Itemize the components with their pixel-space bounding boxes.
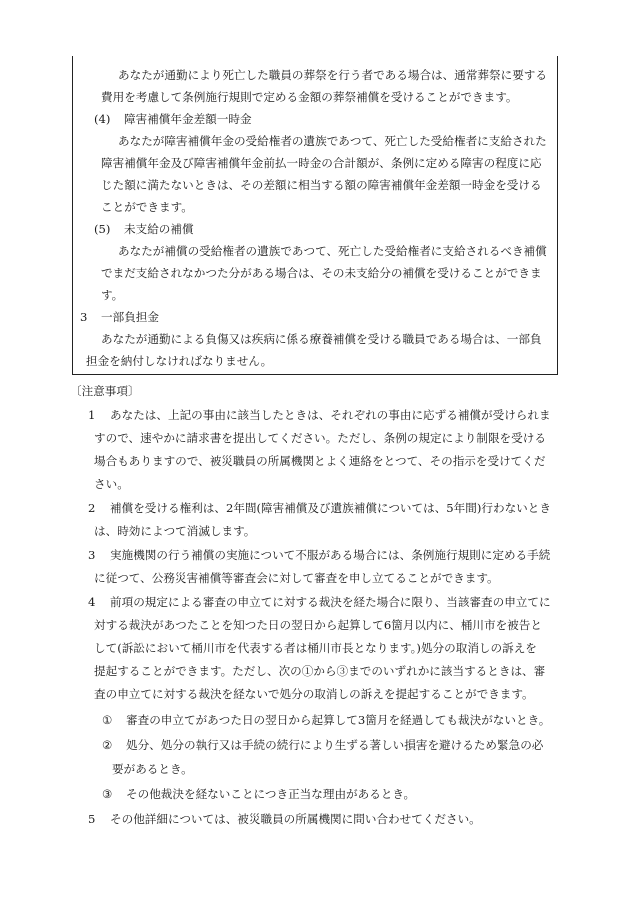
item4-line-1: あなたが障害補償年金の受給権者の遺族であつて、死亡した受給権者に支給された xyxy=(118,134,547,148)
section3-title: 一部負担金 xyxy=(101,310,159,324)
note4-sub3-mark: ③ xyxy=(102,787,113,801)
funeral-line-2: 費用を考慮して条例施行規則で定める金額の葬祭補償を受けることができます。 xyxy=(101,90,518,104)
item5-number: (5) xyxy=(94,222,111,236)
note2-line-2: は、時効によつて消滅します。 xyxy=(94,524,256,538)
item4-number: (4) xyxy=(94,112,111,126)
note5-number: 5 xyxy=(88,812,96,826)
note1-line-3: 場合もありますので、被災職員の所属機関とよく連絡をとつて、その指示を受けてくだ xyxy=(94,454,546,468)
notes-heading: 〔注意事項〕 xyxy=(70,384,140,398)
note2-line-1: 補償を受ける権利は、2年間(障害補償及び遺族補償については、5年間)行わないとき xyxy=(110,501,551,515)
note4-sub1-line-1: 審査の申立てがあつた日の翌日から起算して3箇月を経過しても裁決がないとき。 xyxy=(126,713,551,727)
section3-line-1: あなたが通勤による負傷又は疾病に係る療養補償を受ける職員である場合は、一部負 xyxy=(101,332,542,346)
note1-line-2: すので、速やかに請求書を提出してください。ただし、条例の規定により制限を受ける xyxy=(94,431,546,445)
note4-line-4: 提起することができます。ただし、次の①から③までのいずれかに該当するときは、審 xyxy=(94,664,546,678)
section3-number: 3 xyxy=(80,310,88,324)
note4-sub2-line-2: 要があるとき。 xyxy=(112,762,193,776)
note4-line-2: 対する裁決があつたことを知つた日の翌日から起算して6箇月以内に、桶川市を被告と xyxy=(94,618,542,632)
item4-line-3: じた額に満たないときは、その差額に相当する額の障害補償年金差額一時金を受ける xyxy=(101,178,542,192)
note1-number: 1 xyxy=(88,408,96,422)
item5-title: 未支給の補償 xyxy=(124,222,194,236)
section3-line-2: 担金を納付しなければなりません。 xyxy=(86,354,273,368)
note3-line-2: に従つて、公務災害補償等審査会に対して審査を申し立てることができます。 xyxy=(94,571,499,585)
note4-line-5: 査の申立てに対する裁決を経ないで処分の取消しの訴えを提起することができます。 xyxy=(94,687,534,701)
note4-line-3: して(訴訟において桶川市を代表する者は桶川市長となります。)処分の取消しの訴えを xyxy=(94,641,537,655)
item5-line-3: す。 xyxy=(101,288,124,302)
item5-line-2: でまだ支給されなかつた分がある場合は、その未支給分の補償を受けることができま xyxy=(101,266,542,280)
note4-sub2-line-1: 処分、処分の執行又は手続の続行により生ずる著しい損害を避けるため緊急の必 xyxy=(126,738,544,752)
note3-line-1: 実施機関の行う補償の実施について不服がある場合には、条例施行規則に定める手続 xyxy=(110,548,551,562)
note4-sub3-line-1: その他裁決を経ないことにつき正当な理由があるとき。 xyxy=(126,787,416,801)
item4-title: 障害補償年金差額一時金 xyxy=(124,112,252,126)
note2-number: 2 xyxy=(88,501,96,515)
note5-line-1: その他詳細については、被災職員の所属機関に問い合わせてください。 xyxy=(110,812,481,826)
note3-number: 3 xyxy=(88,548,96,562)
note4-sub1-mark: ① xyxy=(102,713,113,727)
note4-line-1: 前項の規定による審査の申立てに対する裁決を経た場合に限り、当該審査の申立てに xyxy=(110,595,551,609)
note1-line-4: さい。 xyxy=(94,477,129,491)
note4-sub2-mark: ② xyxy=(102,738,113,752)
item4-line-2: 障害補償年金及び障害補償年金前払一時金の合計額が、条例に定める障害の程度に応 xyxy=(101,156,542,170)
note4-number: 4 xyxy=(88,595,96,609)
item4-line-4: ことができます。 xyxy=(101,200,193,214)
item5-line-1: あなたが補償の受給権者の遺族であつて、死亡した受給権者に支給されるべき補償 xyxy=(118,244,547,258)
funeral-line-1: あなたが通勤により死亡した職員の葬祭を行う者である場合は、通常葬祭に要する xyxy=(118,68,547,82)
note1-line-1: あなたは、上記の事由に該当したときは、それぞれの事由に応ずる補償が受けられま xyxy=(110,408,551,422)
